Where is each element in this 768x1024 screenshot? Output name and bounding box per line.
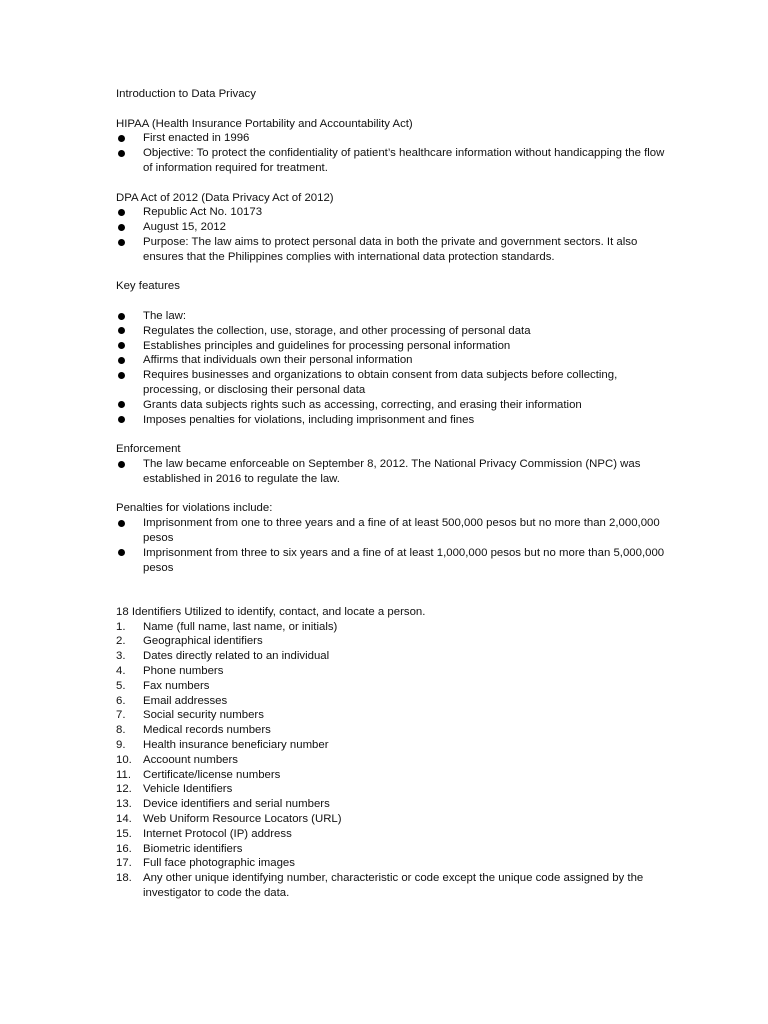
list-item <box>116 235 668 265</box>
spacer <box>116 487 668 502</box>
bullet-icon <box>118 342 125 349</box>
list-number: 15. <box>116 827 132 840</box>
bullet-icon <box>118 549 125 556</box>
list-item-text: Purpose: The law aims to protect personal data in both the private and government sectors. It also ensures that the Philippines complies with international data protection standards. <box>143 235 638 263</box>
list-item-text: Health insurance beneficiary number <box>143 739 329 752</box>
list-number: 3. <box>116 650 126 663</box>
list-number: 18. <box>116 872 132 885</box>
list-item-text: August 15, 2012 <box>143 221 226 234</box>
spacer <box>116 427 668 442</box>
identifiers-heading: 18 Identifiers Utilized to identify, contact, and locate a person. <box>116 605 426 618</box>
bullet-icon <box>118 313 125 320</box>
list-item <box>116 457 668 487</box>
list-item <box>116 368 668 398</box>
list-item <box>116 339 668 354</box>
bullet-icon <box>118 150 125 157</box>
list-item <box>116 649 668 664</box>
bullet-icon <box>118 357 125 364</box>
list-item <box>116 797 668 812</box>
list-item-text: Imprisonment from three to six years and a fine of at least 1,000,000 pesos but no more than 5,000,000 pesos <box>143 546 665 574</box>
list-item-text: Vehicle Identifiers <box>143 783 233 796</box>
list-item <box>116 546 668 576</box>
list-item-text: Republic Act No. 10173 <box>143 206 263 219</box>
list-item-text: Any other unique identifying number, characteristic or code except the unique code assigned by the investigator to code the data. <box>143 872 644 900</box>
list-item <box>116 413 668 428</box>
list-item-text: Establishes principles and guidelines for processing personal information <box>143 339 511 352</box>
identifiers-list <box>116 620 668 901</box>
list-item <box>116 738 668 753</box>
hipaa-list <box>116 131 668 175</box>
list-item-text: Requires businesses and organizations to obtain consent from data subjects before collecting, processing, or disclosing their personal data <box>143 369 618 396</box>
list-item-text: Regulates the collection, use, storage, and other processing of personal data <box>143 324 531 337</box>
list-item <box>116 620 668 635</box>
bullet-icon <box>118 239 125 246</box>
list-item-text: Fax numbers <box>143 679 210 692</box>
list-item-text: Geographical identifiers <box>143 635 263 648</box>
hipaa-heading: HIPAA (Health Insurance Portability and Accountability Act) <box>116 117 413 130</box>
list-number: 14. <box>116 813 132 826</box>
bullet-icon <box>118 224 125 231</box>
list-item <box>116 353 668 368</box>
dpa-list <box>116 205 668 264</box>
list-item <box>116 309 668 324</box>
list-item <box>116 634 668 649</box>
list-item <box>116 753 668 768</box>
spacer <box>116 294 668 309</box>
list-item <box>116 856 668 871</box>
list-item-text: The law became enforceable on September 8, 2012. The National Privacy Commission (NPC) was established in 2016 to regulate the law. <box>143 457 641 485</box>
list-number: 10. <box>116 753 132 766</box>
list-item <box>116 398 668 413</box>
list-item-text: Name (full name, last name, or initials) <box>143 620 338 633</box>
list-item <box>116 694 668 709</box>
list-item-text: The law: <box>143 309 187 322</box>
penalties-list <box>116 516 668 575</box>
spacer <box>116 265 668 280</box>
list-item <box>116 723 668 738</box>
list-item-text: Imposes penalties for violations, including imprisonment and fines <box>143 413 475 426</box>
bullet-icon <box>118 401 125 408</box>
bullet-icon <box>118 135 125 142</box>
list-number: 1. <box>116 620 126 633</box>
list-item-text: Imprisonment from one to three years and a fine of at least 500,000 pesos but no more than 2,000,000 pesos <box>143 517 660 544</box>
list-number: 2. <box>116 635 126 648</box>
list-number: 6. <box>116 694 126 707</box>
bullet-icon <box>118 209 125 216</box>
list-number: 11. <box>116 768 131 781</box>
bullet-icon <box>118 372 125 379</box>
document-title: Introduction to Data Privacy <box>116 88 256 100</box>
list-number: 17. <box>116 857 132 870</box>
list-item <box>116 827 668 842</box>
key-features-list <box>116 309 668 427</box>
list-item-text: Affirms that individuals own their personal information <box>143 354 413 367</box>
dpa-heading: DPA Act of 2012 (Data Privacy Act of 2012) <box>116 191 334 204</box>
list-item-text: Email addresses <box>143 694 228 707</box>
list-number: 5. <box>116 679 126 692</box>
list-item-text: Medical records numbers <box>143 724 271 737</box>
list-item-text: Social security numbers <box>143 709 264 722</box>
list-item <box>116 146 668 176</box>
list-item <box>116 842 668 857</box>
list-item <box>116 782 668 797</box>
list-item <box>116 131 668 146</box>
enforcement-list <box>116 457 668 487</box>
bullet-icon <box>118 520 125 527</box>
list-item-text: Grants data subjects rights such as accessing, correcting, and erasing their information <box>143 398 582 411</box>
spacer <box>116 590 668 605</box>
list-item-text: Device identifiers and serial numbers <box>143 798 330 811</box>
penalties-heading: Penalties for violations include: <box>116 502 273 515</box>
list-item-text: First enacted in 1996 <box>143 132 250 145</box>
list-number: 12. <box>116 783 132 796</box>
list-item-text: Biometric identifiers <box>143 842 243 855</box>
list-number: 13. <box>116 798 132 811</box>
list-item-text: Certificate/license numbers <box>143 768 281 781</box>
list-item-text: Dates directly related to an individual <box>143 650 330 663</box>
list-item <box>116 871 668 901</box>
list-item <box>116 220 668 235</box>
list-item <box>116 708 668 723</box>
key-features-heading: Key features <box>116 280 180 293</box>
list-item-text: Phone numbers <box>143 665 224 678</box>
list-item-text: Web Uniform Resource Locators (URL) <box>143 813 342 826</box>
bullet-icon <box>118 327 125 334</box>
bullet-icon <box>118 416 125 423</box>
list-item <box>116 679 668 694</box>
list-item-text: Objective: To protect the confidentiality of patient’s healthcare information without handicapping the flow of information required for treatment. <box>143 147 665 174</box>
list-item <box>116 205 668 220</box>
list-item <box>116 324 668 339</box>
bullet-icon <box>118 461 125 468</box>
spacer <box>116 102 668 117</box>
enforcement-heading: Enforcement <box>116 443 181 456</box>
list-item <box>116 768 668 783</box>
list-item <box>116 664 668 679</box>
list-item <box>116 516 668 546</box>
list-item-text: Full face photographic images <box>143 857 295 870</box>
list-number: 16. <box>116 842 132 855</box>
list-number: 4. <box>116 665 126 678</box>
list-number: 9. <box>116 739 126 752</box>
list-number: 8. <box>116 724 126 737</box>
spacer <box>116 575 668 590</box>
list-item-text: Internet Protocol (IP) address <box>143 827 292 840</box>
list-number: 7. <box>116 709 126 722</box>
spacer <box>116 176 668 191</box>
list-item-text: Accoount numbers <box>143 753 238 766</box>
list-item <box>116 812 668 827</box>
